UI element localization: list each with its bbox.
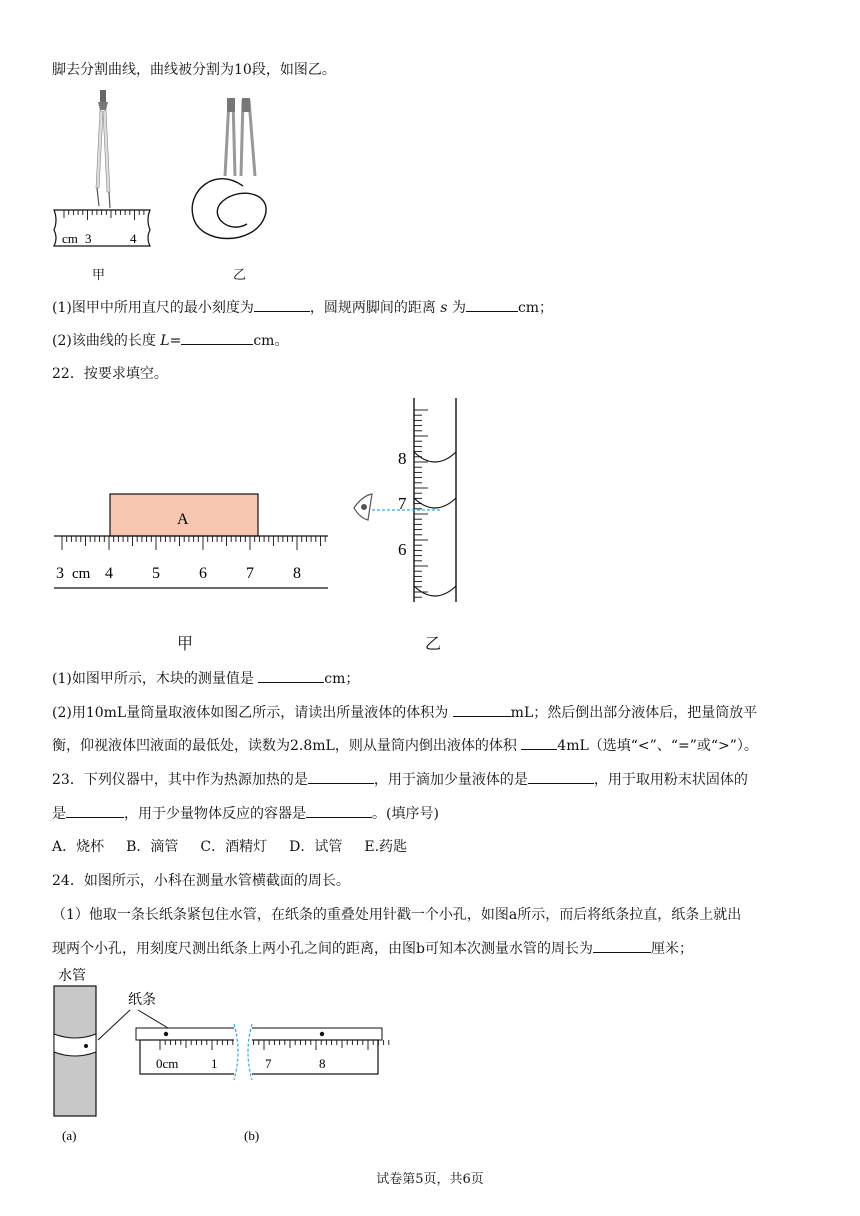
ruler-number: 4 [105, 565, 113, 582]
paper-label: 纸条 [128, 993, 156, 1008]
ruler-unit: cm [72, 566, 91, 582]
fig-caption: 乙 [233, 268, 247, 283]
page-footer: 试卷第5页，共6页 [376, 1172, 484, 1187]
option: D．试管 [289, 839, 343, 855]
ruler-number: 8 [319, 1056, 326, 1071]
answer-blank[interactable] [306, 803, 372, 818]
fig-caption: (b) [244, 1128, 260, 1143]
option: A．烧杯 [52, 839, 105, 855]
ruler-number: 1 [211, 1056, 218, 1071]
q21-intro: 脚去分割曲线，曲线被分割为10段，如图乙。 [52, 62, 336, 78]
answer-blank[interactable] [254, 297, 310, 312]
q22-title: 22．按要求填空。 [52, 366, 168, 382]
answer-blank[interactable] [258, 668, 324, 683]
answer-blank[interactable] [453, 702, 511, 717]
cylinder-number: 6 [398, 540, 407, 559]
option: E.药匙 [364, 839, 408, 855]
block-label: A [177, 511, 189, 528]
pipe-paper-figure [50, 964, 395, 1144]
ruler-unit: cm [62, 231, 78, 246]
compass-spiral-figure [185, 96, 275, 256]
fig-caption: 甲 [92, 268, 106, 283]
answer-blank[interactable] [593, 938, 651, 953]
ruler-ticks [62, 536, 325, 550]
fig-caption: 甲 [177, 634, 194, 653]
ruler-number: 5 [152, 565, 160, 582]
answer-blank[interactable] [466, 297, 518, 312]
q22-part2-line2: 衡，仰视液体凹液面的最低处，读数为2.8mL，则从量筒内倒出液体的体积 4mL（选填“<”、“=”或“>”）。 [52, 735, 758, 756]
cylinder-number: 7 [398, 494, 407, 513]
q22-part1: (1)如图甲所示，木块的测量值是 cm； [52, 668, 359, 689]
ruler-number: 0cm [156, 1056, 179, 1071]
answer-blank[interactable] [181, 330, 253, 345]
ruler-number: 7 [246, 565, 254, 582]
q23-options [52, 837, 407, 857]
fig-caption: 乙 [425, 634, 442, 653]
ruler-number: 8 [293, 565, 301, 582]
q24-part1-line2: 现两个小孔，用刻度尺测出纸条上两小孔之间的距离，由图b可知本次测量水管的周长为 厘米； [52, 938, 693, 959]
eye-icon [354, 494, 372, 520]
q21-part2: (2)该曲线的长度 L= cm。 [52, 330, 288, 351]
cylinder-figure [348, 396, 468, 610]
answer-blank[interactable] [308, 769, 374, 784]
option: B．滴管 [126, 839, 179, 855]
cylinder-number: 8 [398, 449, 407, 468]
q23-line2: 是 ，用于少量物体反应的容器是 。(填序号) [52, 803, 439, 824]
fig-caption: (a) [62, 1128, 77, 1143]
ruler-number: 7 [265, 1056, 272, 1071]
q23-line1: 23．下列仪器中，其中作为热源加热的是 ，用于滴加少量液体的是 ，用于取用粉末状固体的 [52, 769, 748, 790]
ruler-number: 3 [56, 565, 64, 582]
q24-part1-line1: （1）他取一条长纸条紧包住水管，在纸条的重叠处用针戳一个小孔，如图a所示，而后将纸条拉直，纸条上就出 [52, 907, 742, 923]
answer-blank[interactable] [66, 803, 124, 818]
option: C．酒精灯 [200, 839, 268, 855]
block-ruler-figure [52, 490, 332, 594]
ruler-number: 3 [85, 231, 92, 246]
ruler-number: 6 [199, 565, 207, 582]
q21-part1: (1)图甲中所用直尺的最小刻度为 ，圆规两脚间的距离 s 为 cm； [52, 297, 553, 318]
answer-blank[interactable] [528, 769, 594, 784]
q24-title: 24．如图所示，小科在测量水管横截面的周长。 [52, 873, 350, 889]
q22-part2-line1: (2)用10mL量筒量取液体如图乙所示，请读出所量液体的体积为 mL；然后倒出部分液体后，把量筒放平 [52, 702, 757, 723]
ruler-number: 4 [130, 231, 137, 246]
compass-ruler-figure [50, 88, 160, 258]
answer-blank[interactable] [521, 735, 557, 750]
pipe-label: 水管 [58, 969, 86, 984]
